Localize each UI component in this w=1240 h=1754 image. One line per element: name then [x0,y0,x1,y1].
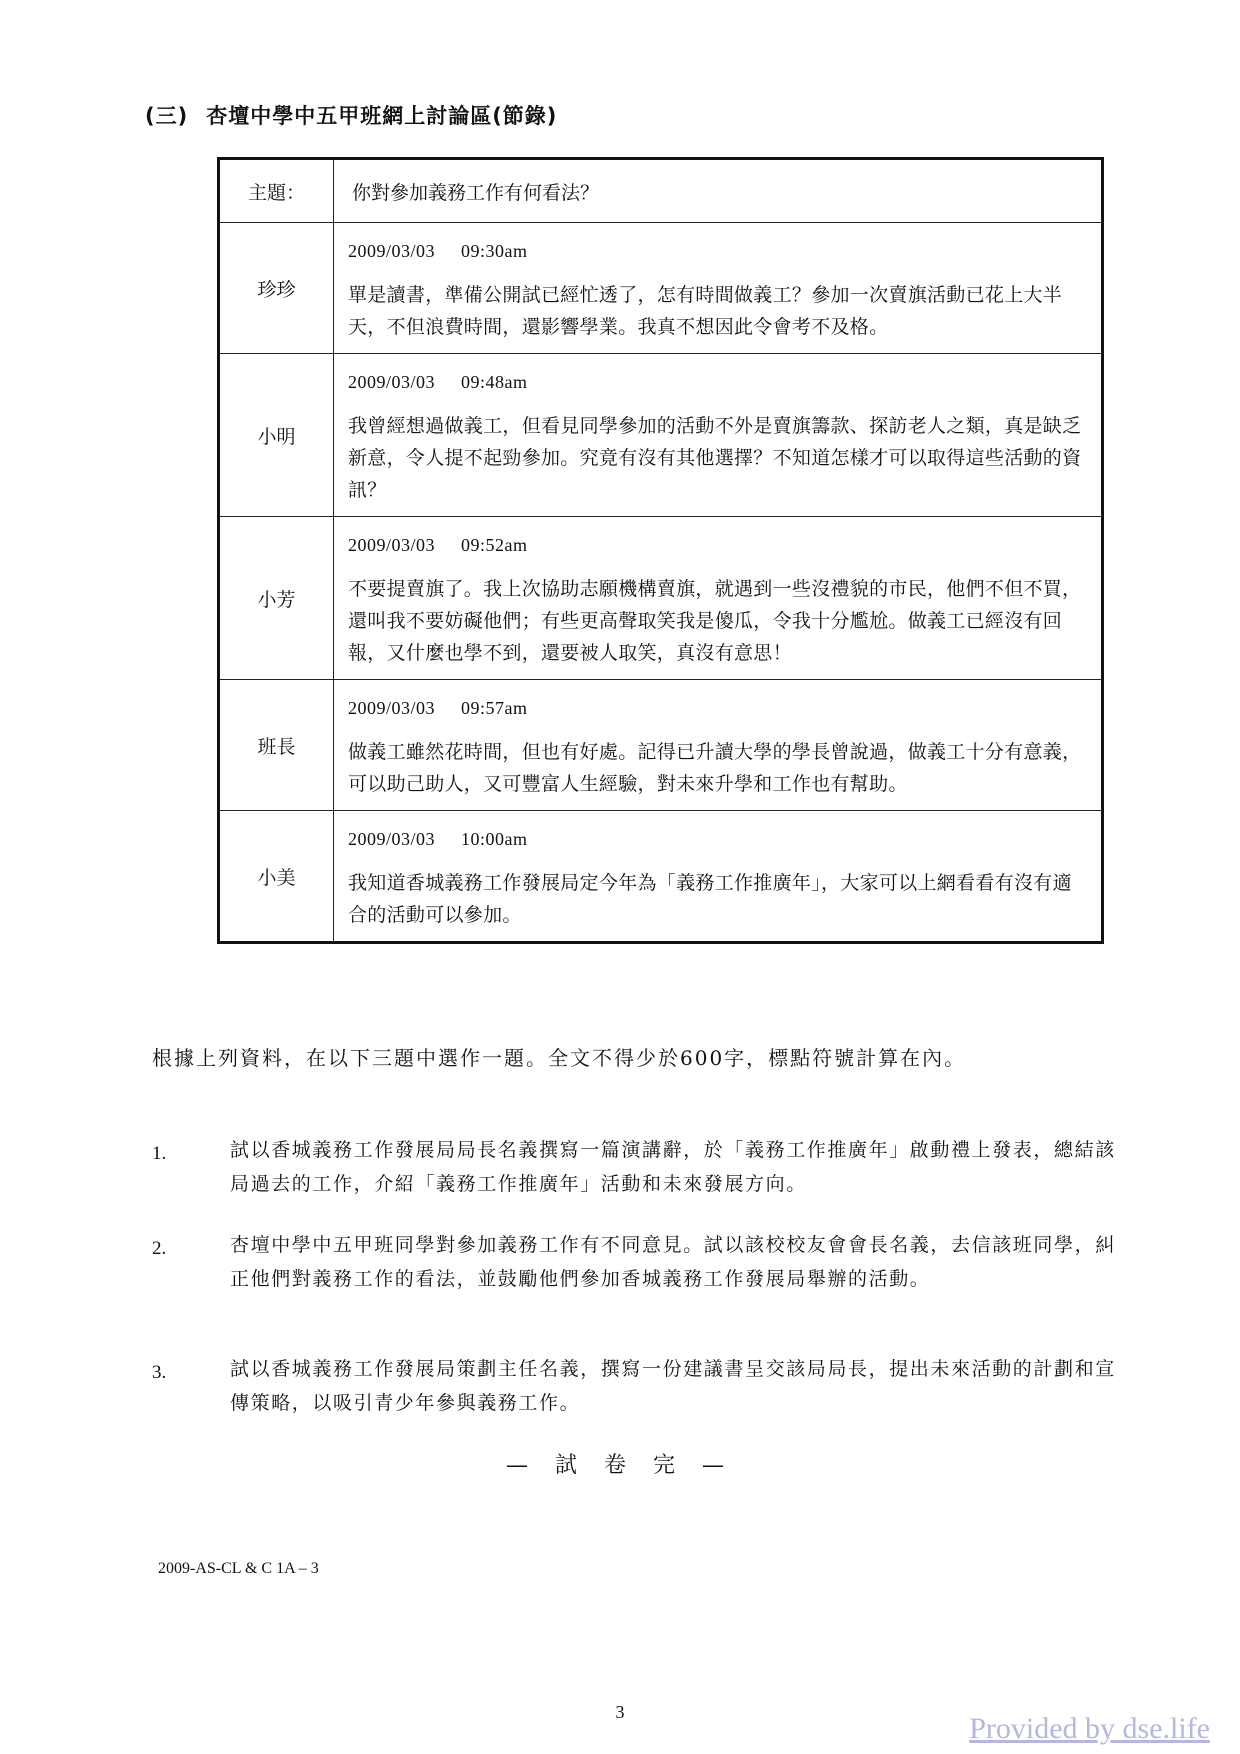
post-author: 班長 [219,680,334,811]
forum-post [219,354,1103,517]
forum-post [219,680,1103,811]
question-number: 1. [152,1143,167,1164]
post-author: 小美 [219,811,334,943]
question-2 [152,1228,1127,1296]
paper-code: 2009-AS-CL & C 1A – 3 [158,1560,319,1577]
post-message: 做義工雖然花時間，但也有好處。記得已升讀大學的學長曾說過，做義工十分有意義，可以助己助人，又可豐富人生經驗，對未來升學和工作也有幫助。 [348,741,1082,795]
post-date: 2009/03/03 [348,241,436,261]
section-title [145,100,557,130]
forum-post [219,517,1103,680]
post-author: 珍珍 [219,223,334,354]
topic-label: 主題： [219,159,334,223]
post-time: 09:52am [461,535,528,555]
post-message: 單是讀書，準備公開試已經忙透了，怎有時間做義工？參加一次賣旗活動已花上大半天，不但浪費時間，還影響學業。我真不想因此令會考不及格。 [348,284,1063,338]
forum-post [219,223,1103,354]
page-number: 3 [615,1702,625,1722]
section-title-text: 杏壇中學中五甲班網上討論區(節錄) [206,104,558,128]
post-message: 我知道香城義務工作發展局定今年為「義務工作推廣年」，大家可以上網看看有沒有適合的活動可以參加。 [348,872,1072,926]
post-date: 2009/03/03 [348,372,436,392]
question-text: 杏壇中學中五甲班同學對參加義務工作有不同意見。試以該校校友會會長名義，去信該班同學，糾正他們對義務工作的看法，並鼓勵他們參加香城義務工作發展局舉辦的活動。 [230,1234,1116,1290]
question-text: 試以香城義務工作發展局策劃主任名義，撰寫一份建議書呈交該局局長，提出未來活動的計劃和宣傳策略，以吸引青少年參與義務工作。 [230,1358,1116,1414]
provided-by-watermark: Provided by dse.life [969,1712,1210,1745]
question-number: 3. [152,1362,167,1383]
forum-post [219,811,1103,943]
post-time: 09:57am [461,698,528,718]
post-time: 09:48am [461,372,528,392]
topic-row [219,159,1103,223]
instruction-text: 根據上列資料，在以下三題中選作一題。全文不得少於600字，標點符號計算在內。 [152,1046,967,1070]
question-number: 2. [152,1238,167,1259]
question-3 [152,1352,1127,1420]
question-1 [152,1133,1127,1201]
post-date: 2009/03/03 [348,535,436,555]
post-time: 10:00am [461,829,528,849]
question-text: 試以香城義務工作發展局局長名義撰寫一篇演講辭，於「義務工作推廣年」啟動禮上發表，總結該局過去的工作，介紹「義務工作推廣年」活動和未來發展方向。 [230,1139,1116,1195]
post-date: 2009/03/03 [348,698,436,718]
post-author: 小明 [219,354,334,517]
post-author: 小芳 [219,517,334,680]
post-date: 2009/03/03 [348,829,436,849]
forum-table [217,157,1104,944]
post-message: 不要提賣旗了。我上次協助志願機構賣旗，就遇到一些沒禮貌的市民，他們不但不買，還叫我不要妨礙他們；有些更高聲取笑我是傻瓜，令我十分尷尬。做義工已經沒有回報，又什麼也學不到，還要被人取笑，真沒有意思！ [348,578,1082,664]
post-time: 09:30am [461,241,528,261]
end-of-paper-mark: — 試 卷 完 — [506,1453,734,1478]
section-number: (三) [145,104,189,128]
post-message: 我曾經想過做義工，但看見同學參加的活動不外是賣旗籌款、探訪老人之類，真是缺乏新意，令人提不起勁參加。究竟有沒有其他選擇？不知道怎樣才可以取得這些活動的資訊？ [348,415,1082,501]
topic-text: 你對參加義務工作有何看法？ [334,159,1103,223]
